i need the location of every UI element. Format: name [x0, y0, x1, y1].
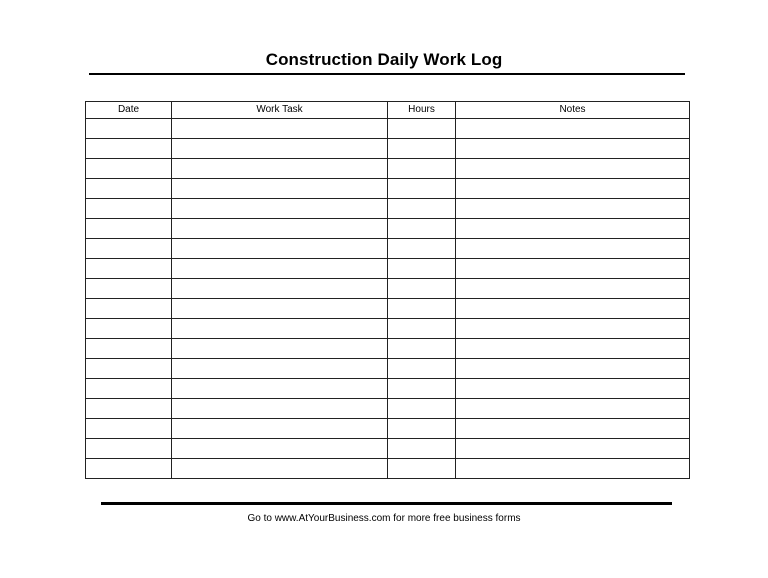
- hours-cell[interactable]: [388, 139, 456, 159]
- hours-cell[interactable]: [388, 179, 456, 199]
- work-task-cell[interactable]: [172, 379, 388, 399]
- date-cell[interactable]: [86, 219, 172, 239]
- notes-cell[interactable]: [456, 419, 690, 439]
- column-header-hours: Hours: [388, 102, 456, 119]
- title-divider: [89, 73, 685, 75]
- work-task-cell[interactable]: [172, 439, 388, 459]
- hours-cell[interactable]: [388, 239, 456, 259]
- table-row: [86, 399, 690, 419]
- date-cell[interactable]: [86, 339, 172, 359]
- notes-cell[interactable]: [456, 139, 690, 159]
- hours-cell[interactable]: [388, 339, 456, 359]
- work-task-cell[interactable]: [172, 399, 388, 419]
- table-row: [86, 239, 690, 259]
- hours-cell[interactable]: [388, 459, 456, 479]
- work-task-cell[interactable]: [172, 199, 388, 219]
- table-row: [86, 179, 690, 199]
- date-cell[interactable]: [86, 459, 172, 479]
- date-cell[interactable]: [86, 199, 172, 219]
- notes-cell[interactable]: [456, 259, 690, 279]
- hours-cell[interactable]: [388, 119, 456, 139]
- table-row: [86, 299, 690, 319]
- table-header-row: [86, 102, 690, 119]
- work-task-cell[interactable]: [172, 179, 388, 199]
- date-cell[interactable]: [86, 259, 172, 279]
- column-header-date: Date: [86, 102, 172, 119]
- page-title: Construction Daily Work Log: [265, 50, 503, 69]
- date-cell[interactable]: [86, 299, 172, 319]
- work-task-cell[interactable]: [172, 139, 388, 159]
- work-task-cell[interactable]: [172, 159, 388, 179]
- hours-cell[interactable]: [388, 439, 456, 459]
- notes-cell[interactable]: [456, 159, 690, 179]
- notes-cell[interactable]: [456, 319, 690, 339]
- date-cell[interactable]: [86, 159, 172, 179]
- column-header-work-task: Work Task: [172, 102, 388, 119]
- table-row: [86, 219, 690, 239]
- notes-cell[interactable]: [456, 239, 690, 259]
- hours-cell[interactable]: [388, 299, 456, 319]
- hours-cell[interactable]: [388, 419, 456, 439]
- date-cell[interactable]: [86, 139, 172, 159]
- hours-cell[interactable]: [388, 319, 456, 339]
- date-cell[interactable]: [86, 359, 172, 379]
- date-cell[interactable]: [86, 399, 172, 419]
- date-cell[interactable]: [86, 439, 172, 459]
- notes-cell[interactable]: [456, 439, 690, 459]
- work-log-table: [85, 101, 690, 479]
- table-row: [86, 199, 690, 219]
- work-task-cell[interactable]: [172, 459, 388, 479]
- hours-cell[interactable]: [388, 399, 456, 419]
- work-log-body: [86, 119, 690, 479]
- table-row: [86, 159, 690, 179]
- notes-cell[interactable]: [456, 379, 690, 399]
- work-task-cell[interactable]: [172, 239, 388, 259]
- work-task-cell[interactable]: [172, 259, 388, 279]
- date-cell[interactable]: [86, 179, 172, 199]
- table-row: [86, 359, 690, 379]
- footer-text: Go to www.AtYourBusiness.com for more free business forms: [247, 513, 521, 524]
- hours-cell[interactable]: [388, 279, 456, 299]
- table-row: [86, 319, 690, 339]
- work-task-cell[interactable]: [172, 359, 388, 379]
- notes-cell[interactable]: [456, 199, 690, 219]
- work-task-cell[interactable]: [172, 279, 388, 299]
- hours-cell[interactable]: [388, 199, 456, 219]
- work-task-cell[interactable]: [172, 339, 388, 359]
- notes-cell[interactable]: [456, 219, 690, 239]
- table-row: [86, 419, 690, 439]
- hours-cell[interactable]: [388, 359, 456, 379]
- date-cell[interactable]: [86, 239, 172, 259]
- table-row: [86, 259, 690, 279]
- footer-divider: [101, 502, 672, 505]
- notes-cell[interactable]: [456, 339, 690, 359]
- date-cell[interactable]: [86, 279, 172, 299]
- notes-cell[interactable]: [456, 279, 690, 299]
- column-header-notes: Notes: [456, 102, 690, 119]
- table-row: [86, 459, 690, 479]
- hours-cell[interactable]: [388, 159, 456, 179]
- notes-cell[interactable]: [456, 179, 690, 199]
- date-cell[interactable]: [86, 119, 172, 139]
- table-row: [86, 279, 690, 299]
- table-row: [86, 379, 690, 399]
- table-row: [86, 119, 690, 139]
- work-task-cell[interactable]: [172, 119, 388, 139]
- hours-cell[interactable]: [388, 379, 456, 399]
- table-row: [86, 439, 690, 459]
- date-cell[interactable]: [86, 419, 172, 439]
- work-task-cell[interactable]: [172, 219, 388, 239]
- date-cell[interactable]: [86, 319, 172, 339]
- notes-cell[interactable]: [456, 119, 690, 139]
- work-task-cell[interactable]: [172, 299, 388, 319]
- work-task-cell[interactable]: [172, 319, 388, 339]
- hours-cell[interactable]: [388, 219, 456, 239]
- table-row: [86, 339, 690, 359]
- hours-cell[interactable]: [388, 259, 456, 279]
- notes-cell[interactable]: [456, 299, 690, 319]
- notes-cell[interactable]: [456, 459, 690, 479]
- notes-cell[interactable]: [456, 399, 690, 419]
- notes-cell[interactable]: [456, 359, 690, 379]
- table-row: [86, 139, 690, 159]
- work-task-cell[interactable]: [172, 419, 388, 439]
- date-cell[interactable]: [86, 379, 172, 399]
